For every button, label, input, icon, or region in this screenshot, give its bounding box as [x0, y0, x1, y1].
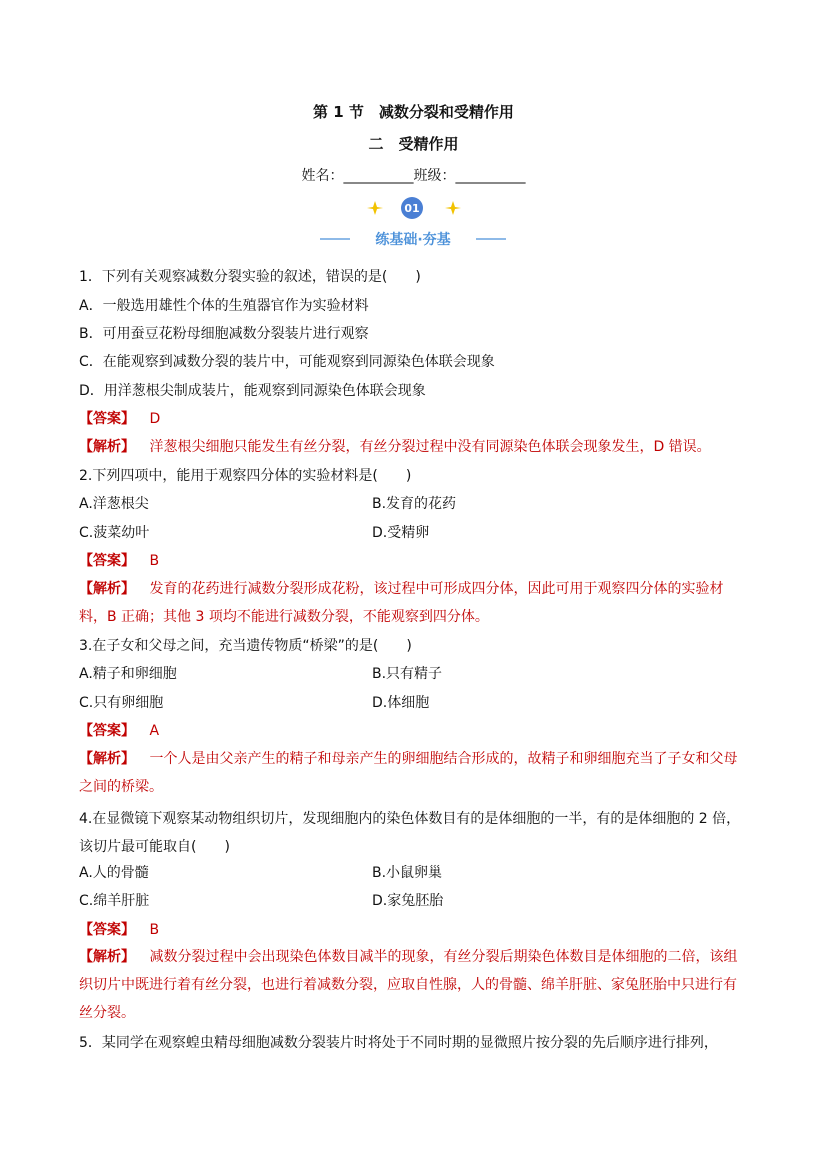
analysis-text: 减数分裂过程中会出现染色体数目减半的现象，有丝分裂后期染色体数目是体细胞的二倍，该组织切片中既进行着有丝分裂，也进行着减数分裂，应取自性腺，人的骨髓、绵羊肝脏、家兔胚胎中只进行有丝分裂。: [79, 949, 738, 1021]
question-4-option-c: C.绵羊肝脏: [79, 893, 150, 909]
question-4-stem: 4.在显微镜下观察某动物组织切片，发现细胞内的染色体数目有的是体细胞的一半，有的是体细胞的 2 倍，该切片最可能取自( ): [79, 811, 741, 855]
question-3-stem: 3.在子女和父母之间，充当遗传物质“桥梁”的是( ): [79, 638, 412, 654]
badge-graphic: [318, 196, 508, 252]
analysis-tag: 【解析】: [79, 949, 135, 965]
section-badge: [318, 196, 508, 252]
question-1-option-d: D．用洋葱根尖制成装片，能观察到同源染色体联会现象: [79, 383, 426, 399]
question-4-option-d: D.家兔胚胎: [372, 893, 444, 909]
question-2-option-d: D.受精卵: [372, 525, 430, 541]
analysis-text: 洋葱根尖细胞只能发生有丝分裂，有丝分裂过程中没有同源染色体联会现象发生，D 错误。: [149, 439, 711, 455]
question-3-option-c: C.只有卵细胞: [79, 695, 164, 711]
badge-number: 01: [404, 202, 420, 215]
question-2-stem: 2.下列四项中，能用于观察四分体的实验材料是( ): [79, 468, 412, 484]
badge-label: 练基础·夯基: [375, 232, 451, 248]
question-1-option-a: A．一般选用雄性个体的生殖器官作为实验材料: [79, 298, 369, 314]
question-4-analysis: [79, 943, 749, 1027]
question-4-answer: [79, 920, 159, 940]
question-3-option-b: B.只有精子: [372, 666, 443, 682]
question-3-analysis: [79, 745, 749, 801]
answer-tag: 【答案】: [79, 553, 135, 569]
question-2-option-b: B.发育的花药: [372, 496, 457, 512]
question-1-analysis: [79, 437, 711, 457]
question-1-stem: 1．下列有关观察减数分裂实验的叙述，错误的是( ): [79, 269, 421, 285]
question-3-option-a: A.精子和卵细胞: [79, 666, 177, 682]
analysis-tag: 【解析】: [79, 439, 135, 455]
answer-tag: 【答案】: [79, 411, 135, 427]
section-title: 第 1 节 减数分裂和受精作用: [313, 103, 514, 121]
question-1-answer: [79, 409, 160, 429]
analysis-tag: 【解析】: [79, 751, 135, 767]
question-2-option-a: A.洋葱根尖: [79, 496, 149, 512]
question-4-option-a: A.人的骨髓: [79, 865, 149, 881]
answer-value: B: [149, 553, 160, 569]
question-2-analysis: [79, 575, 749, 631]
section-subtitle: 二 受精作用: [368, 135, 459, 153]
name-class-field: 姓名：__________班级：__________: [301, 168, 526, 184]
answer-value: B: [149, 922, 160, 938]
answer-tag: 【答案】: [79, 922, 135, 938]
question-1-option-b: B．可用蚕豆花粉母细胞减数分裂装片进行观察: [79, 326, 369, 342]
answer-value: A: [149, 723, 160, 739]
analysis-tag: 【解析】: [79, 581, 135, 597]
question-3-answer: [79, 721, 159, 741]
answer-value: D: [149, 411, 161, 427]
analysis-text: 一个人是由父亲产生的精子和母亲产生的卵细胞结合形成的，故精子和卵细胞充当了子女和父母之间的桥梁。: [79, 751, 738, 795]
left-star-icon: [367, 201, 383, 215]
question-2-answer: [79, 551, 159, 571]
question-3-option-d: D.体细胞: [372, 695, 430, 711]
analysis-text: 发育的花药进行减数分裂形成花粉，该过程中可形成四分体，因此可用于观察四分体的实验材料，B 正确；其他 3 项均不能进行减数分裂，不能观察到四分体。: [79, 581, 724, 625]
question-1-option-c: C．在能观察到减数分裂的装片中，可能观察到同源染色体联会现象: [79, 354, 495, 370]
right-star-icon: [445, 201, 461, 215]
question-2-option-c: C.菠菜幼叶: [79, 525, 150, 541]
question-4-option-b: B.小鼠卵巢: [372, 865, 443, 881]
question-5-stem: 5．某同学在观察蝗虫精母细胞减数分裂装片时将处于不同时期的显微照片按分裂的先后顺序进行排列，: [79, 1035, 718, 1051]
answer-tag: 【答案】: [79, 723, 135, 739]
